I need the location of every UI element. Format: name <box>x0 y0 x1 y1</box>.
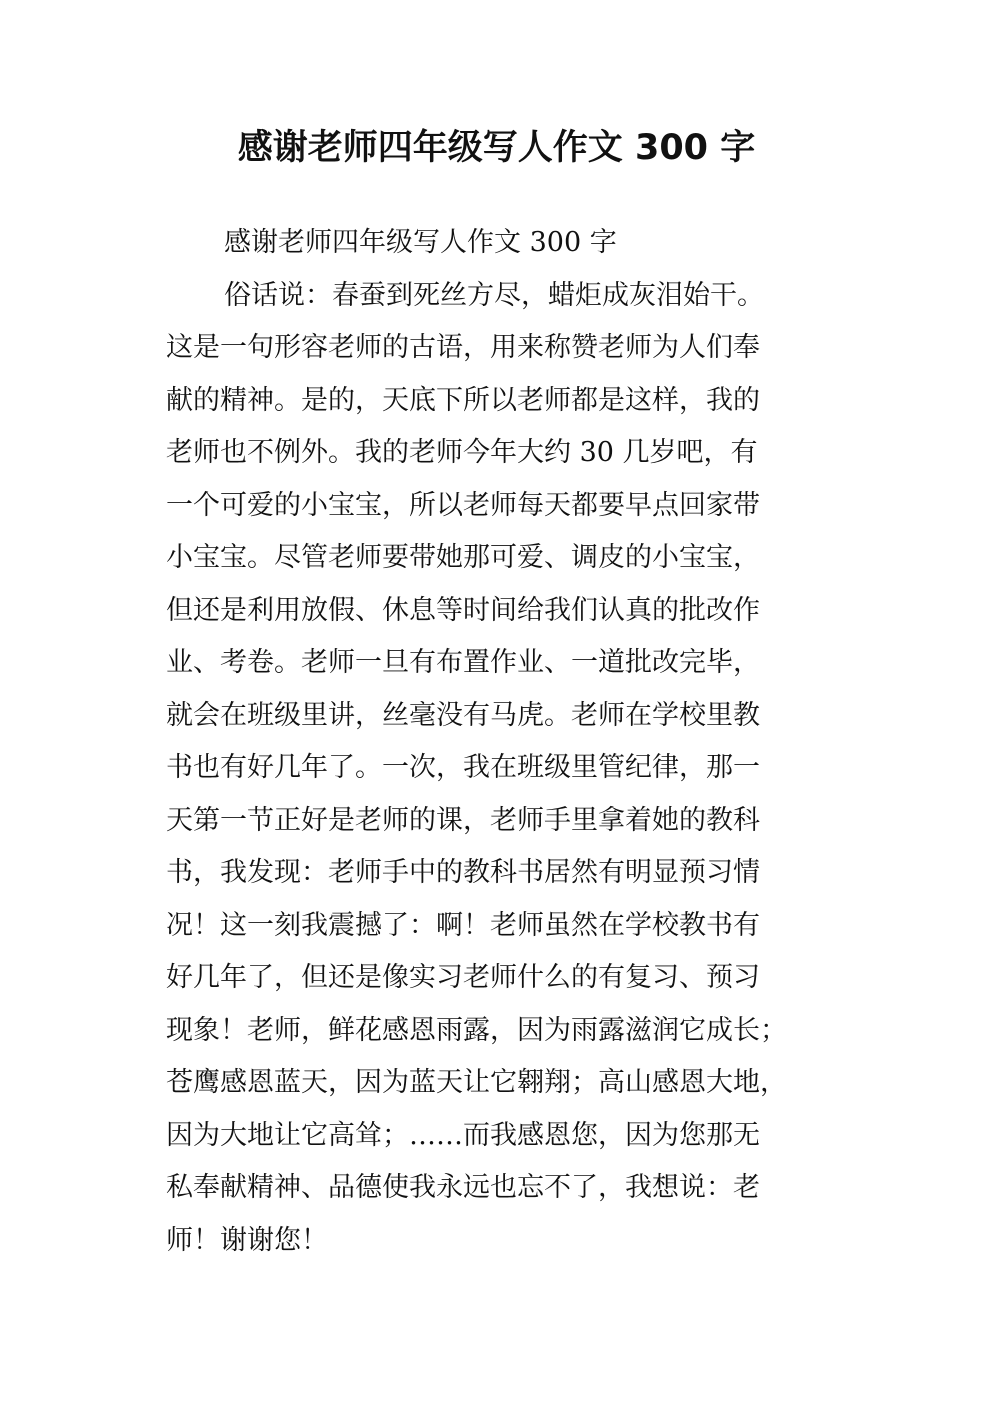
body-line-13: 况！这一刻我震撼了：啊！老师虽然在学校教书有 <box>166 909 760 941</box>
body-line-14: 好几年了，但还是像实习老师什么的有复习、预习 <box>166 962 760 993</box>
body-line-15: 现象！老师，鲜花感恩雨露，因为雨露滋润它成长； <box>166 1014 787 1046</box>
body-line-7: 但还是利用放假、休息等时间给我们认真的批改作 <box>166 594 760 626</box>
body-line-19: 师！谢谢您！ <box>166 1224 328 1256</box>
body-line-4: 老师也不例外。我的老师今年大约 30 几岁吧，有 <box>166 437 758 468</box>
body-line-2: 这是一句形容老师的古语，用来称赞老师为人们奉 <box>166 332 760 363</box>
body-heading-line: 感谢老师四年级写人作文 300 字 <box>224 227 617 258</box>
body-line-3: 献的精神。是的，天底下所以老师都是这样，我的 <box>166 384 760 416</box>
body-line-10: 书也有好几年了。一次，我在班级里管纪律，那一 <box>166 752 760 783</box>
body-line-17: 因为大地让它高耸；……而我感恩您，因为您那无 <box>166 1119 760 1151</box>
document-body <box>166 217 846 1267</box>
body-line-1: 俗话说：春蚕到死丝方尽，蜡炬成灰泪始干。 <box>224 279 764 311</box>
body-line-5: 一个可爱的小宝宝，所以老师每天都要早点回家带 <box>166 489 760 521</box>
body-line-11: 天第一节正好是老师的课，老师手里拿着她的教科 <box>166 804 760 836</box>
document-title: 感谢老师四年级写人作文 300 字 <box>237 128 756 168</box>
body-line-16: 苍鹰感恩蓝天，因为蓝天让它翱翔；高山感恩大地， <box>166 1067 787 1098</box>
body-line-18: 私奉献精神、品德使我永远也忘不了，我想说：老 <box>166 1172 760 1203</box>
body-line-6: 小宝宝。尽管老师要带她那可爱、调皮的小宝宝， <box>166 542 760 573</box>
body-line-9: 就会在班级里讲，丝毫没有马虎。老师在学校里教 <box>166 699 760 731</box>
body-line-8: 业、考卷。老师一旦有布置作业、一道批改完毕， <box>166 647 760 678</box>
body-line-12: 书，我发现：老师手中的教科书居然有明显预习情 <box>166 857 760 888</box>
